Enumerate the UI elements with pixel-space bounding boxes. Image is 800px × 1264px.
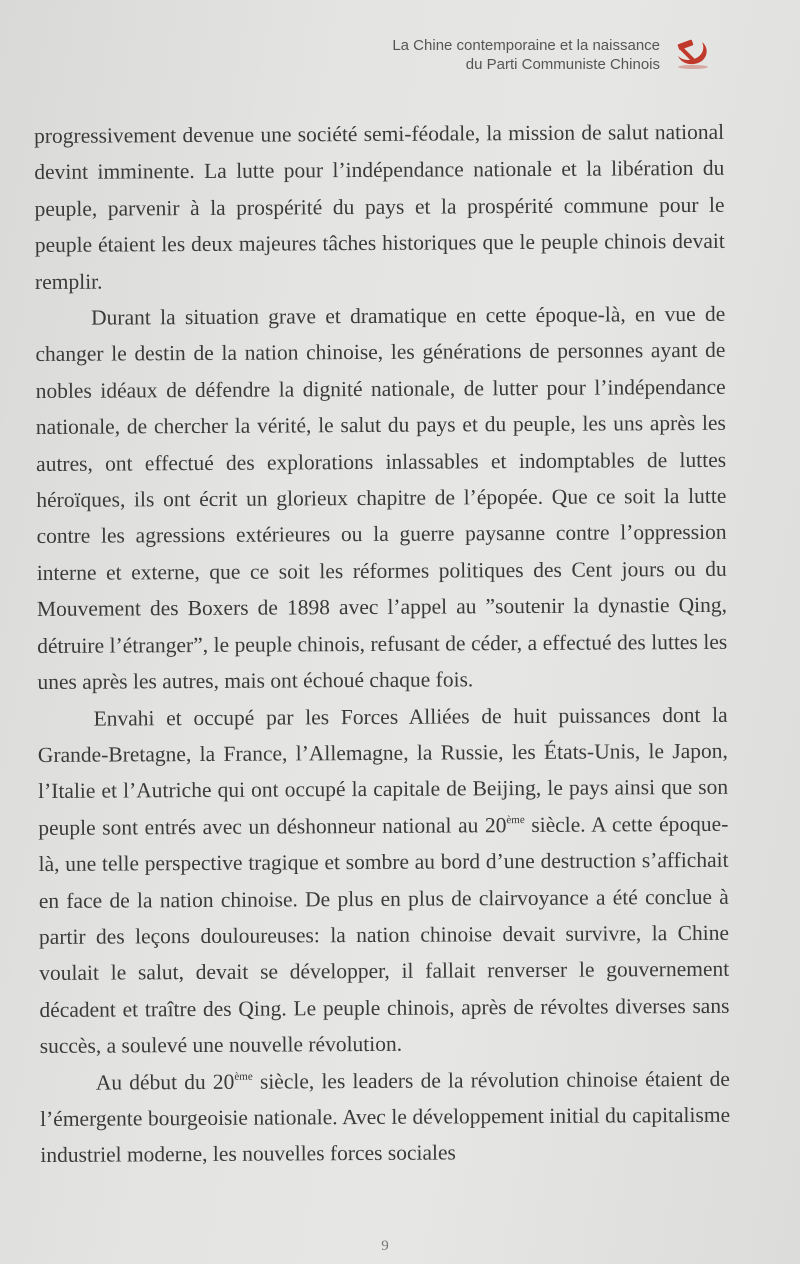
ordinal-superscript: ème bbox=[234, 1070, 253, 1083]
paragraph-3-text-start: Envahi et occupé par les Forces Alliées de huit puissances dont la Grande-Bretagne, la France, l’Allemagne, la Russie, les États-Unis, le Japon, l’Italie et l’Autriche qui ont occupé la capitale de Beijing, le pays ainsi que son peuple sont entrés avec un déshonneur national au 20 bbox=[37, 702, 729, 840]
paragraph-2: Durant la situation grave et dramatique en cette époque-là, en vue de changer le destin de la nation chinoise, les générations de personnes ayant de nobles idéaux de défendre la dignité nationale, de lutter pour l’indépendance nationale, de chercher la vérité, le salut du pays et du peuple, les uns après les autres, ont effectué des explorations inlassables et indomptables de luttes héroïques, ils ont écrit un glorieux chapitre de l’épopée. Que ce soit la lutte contre les agressions extérieures ou la guerre paysanne contre l’oppression interne et externe, que ce soit les réformes politiques des Cent jours ou du Mouvement des Boxers de 1898 avec l’appel au ”soutenir la dynastie Qing, détruire l’étranger”, le peuple chinois, refusant de céder, a effectué des luttes les unes après les autres, mais ont échoué chaque fois. bbox=[35, 301, 728, 695]
paragraph-4-text-end: siècle, les leaders de la révolution chinoise étaient de l’émergente bourgeoisie nationale. Avec le développement initial du capitalisme industriel moderne, les nouvelles forces sociales bbox=[40, 1066, 731, 1168]
paragraph-3-text-end: siècle. A cette époque-là, une telle perspective tragique et sombre au bord d’une destruction s’affichait en face de la nation chinoise. De plus en plus de clairvoyance a été conclue à partir des leçons douloureuses: la nation chinoise devait survivre, la Chine voulait le salut, devait se développer, il fallait renverser le gouvernement décadent et traître des Qing. Le peuple chinois, après de révoltes diverses sans succès, a soulevé une nouvelle révolution. bbox=[38, 811, 730, 1059]
paragraph-1: progressivement devenue une société semi-féodale, la mission de salut national devint imminente. La lutte pour l’indépendance nationale et la libération du peuple, parvenir à la prospérité du pays et la prospérité commune pour le peuple étaient les deux majeures tâches historiques que le peuple chinois devait remplir. bbox=[34, 119, 725, 294]
running-header-line-2: du Parti Communiste Chinois bbox=[465, 56, 660, 73]
running-header-line-1: La Chine contemporaine et la naissance bbox=[392, 37, 660, 54]
ordinal-superscript: ème bbox=[506, 813, 525, 826]
paragraph-4-text-start: Au début du 20 bbox=[95, 1069, 235, 1095]
body-text bbox=[34, 114, 730, 1174]
running-header bbox=[392, 36, 660, 74]
paragraph-3 bbox=[38, 696, 730, 1064]
paragraph-4 bbox=[40, 1060, 731, 1173]
hammer-sickle-icon bbox=[672, 36, 714, 70]
page-number: 9 bbox=[381, 1238, 389, 1254]
